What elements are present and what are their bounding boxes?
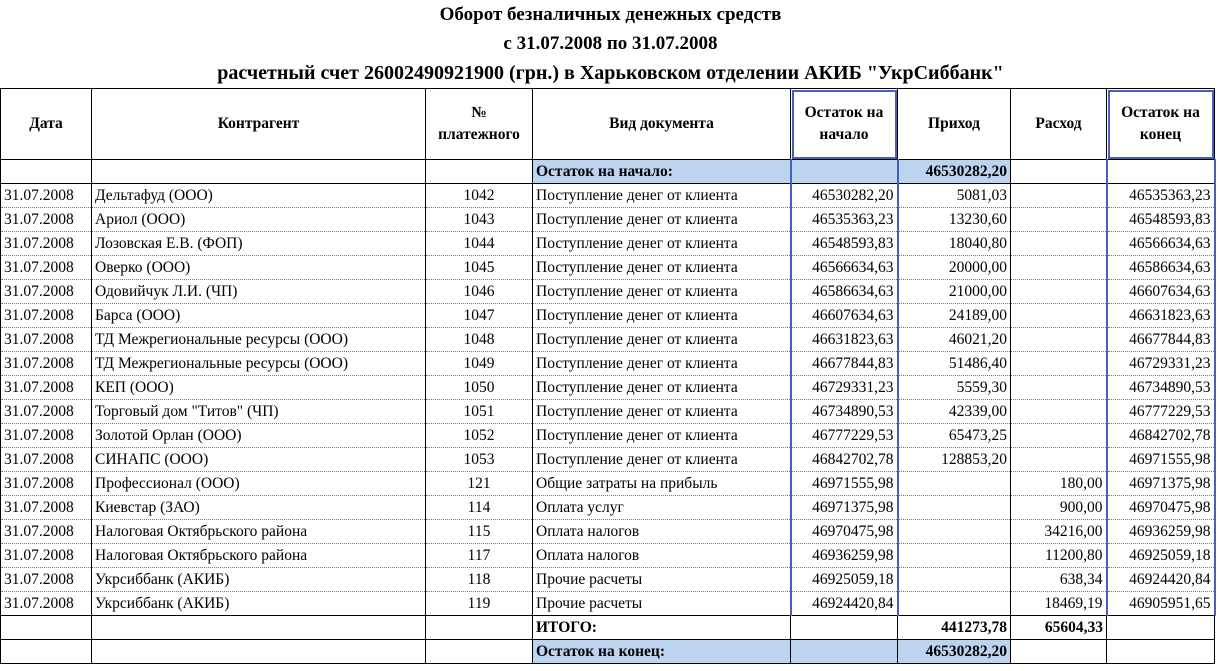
table-row xyxy=(1,520,1215,544)
header-income: Приход xyxy=(898,89,1011,160)
table-row xyxy=(1,352,1215,376)
cell-date: 31.07.2008 xyxy=(1,208,92,232)
cell-income xyxy=(898,472,1011,496)
cell-contractor: ТД Межрегиональные ресурсы (ООО) xyxy=(92,352,426,376)
cell-contractor: Торговый дом "Титов" (ЧП) xyxy=(92,400,426,424)
cell-doc-no: 1051 xyxy=(426,400,533,424)
cell-end-balance: 46607634,63 xyxy=(1107,280,1215,304)
cell-doc-type: Поступление денег от клиента xyxy=(533,376,791,400)
cell-doc-no: 121 xyxy=(426,472,533,496)
table-row xyxy=(1,376,1215,400)
table-row xyxy=(1,208,1215,232)
cell-contractor: Дельтафуд (ООО) xyxy=(92,184,426,208)
cell-start-balance: 46535363,23 xyxy=(791,208,898,232)
cell-expense: 638,34 xyxy=(1011,568,1107,592)
table-row xyxy=(1,328,1215,352)
cell-end-balance: 46566634,63 xyxy=(1107,232,1215,256)
cell-date: 31.07.2008 xyxy=(1,592,92,616)
cell-expense xyxy=(1011,280,1107,304)
cell-contractor: Ариол (ООО) xyxy=(92,208,426,232)
cell-doc-no: 119 xyxy=(426,592,533,616)
cell-income: 42339,00 xyxy=(898,400,1011,424)
cell-start-balance: 46936259,98 xyxy=(791,544,898,568)
cell-doc-type: Оплата услуг xyxy=(533,496,791,520)
cell-contractor: Киевстар (ЗАО) xyxy=(92,496,426,520)
cell-end-balance: 46734890,53 xyxy=(1107,376,1215,400)
cell-date: 31.07.2008 xyxy=(1,544,92,568)
cell-doc-type: Поступление денег от клиента xyxy=(533,424,791,448)
header-doc-type: Вид документа xyxy=(533,89,791,160)
cell-date: 31.07.2008 xyxy=(1,520,92,544)
cell-start-balance: 46729331,23 xyxy=(791,376,898,400)
cell-end-balance: 46777229,53 xyxy=(1107,400,1215,424)
cell-date: 31.07.2008 xyxy=(1,424,92,448)
cell-doc-no: 1050 xyxy=(426,376,533,400)
title-line-1: Оборот безналичных денежных средств xyxy=(439,4,782,25)
header-start-balance: Остаток на начало xyxy=(791,89,898,160)
cell-contractor: Профессионал (ООО) xyxy=(92,472,426,496)
cell-expense: 900,00 xyxy=(1011,496,1107,520)
totals-label: ИТОГО: xyxy=(533,616,791,640)
cell-date: 31.07.2008 xyxy=(1,184,92,208)
cell-doc-type: Поступление денег от клиента xyxy=(533,256,791,280)
cell-start-balance: 46924420,84 xyxy=(791,592,898,616)
cell-expense xyxy=(1011,376,1107,400)
cell-doc-type: Поступление денег от клиента xyxy=(533,328,791,352)
totals-expense: 65604,33 xyxy=(1011,616,1107,640)
cell-contractor: Лозовская Е.В. (ФОП) xyxy=(92,232,426,256)
cell-doc-type: Поступление денег от клиента xyxy=(533,184,791,208)
cell-end-balance: 46631823,63 xyxy=(1107,304,1215,328)
cell-start-balance: 46530282,20 xyxy=(791,184,898,208)
cell-doc-no: 1042 xyxy=(426,184,533,208)
cell-expense xyxy=(1011,232,1107,256)
cell-income: 20000,00 xyxy=(898,256,1011,280)
closing-balance-row xyxy=(1,640,1215,664)
cell-doc-no: 1047 xyxy=(426,304,533,328)
cell-doc-type: Поступление денег от клиента xyxy=(533,352,791,376)
cell-doc-no: 118 xyxy=(426,568,533,592)
cell-start-balance: 46970475,98 xyxy=(791,520,898,544)
cell-income xyxy=(898,592,1011,616)
cell-doc-no: 1046 xyxy=(426,280,533,304)
cell-expense: 34216,00 xyxy=(1011,520,1107,544)
cell-date: 31.07.2008 xyxy=(1,304,92,328)
cell-start-balance: 46607634,63 xyxy=(791,304,898,328)
cell-contractor: СИНАПС (ООО) xyxy=(92,448,426,472)
table-row xyxy=(1,184,1215,208)
cell-expense xyxy=(1011,208,1107,232)
cell-doc-type: Поступление денег от клиента xyxy=(533,304,791,328)
cell-doc-type: Прочие расчеты xyxy=(533,592,791,616)
cell-start-balance: 46677844,83 xyxy=(791,352,898,376)
cell-end-balance: 46936259,98 xyxy=(1107,520,1215,544)
cell-income xyxy=(898,544,1011,568)
cell-date: 31.07.2008 xyxy=(1,400,92,424)
cell-expense xyxy=(1011,448,1107,472)
cell-doc-type: Поступление денег от клиента xyxy=(533,280,791,304)
cell-contractor: Налоговая Октябрьского района xyxy=(92,544,426,568)
cell-doc-type: Оплата налогов xyxy=(533,544,791,568)
header-expense: Расход xyxy=(1011,89,1107,160)
table-row xyxy=(1,424,1215,448)
cell-doc-type: Оплата налогов xyxy=(533,520,791,544)
cell-start-balance: 46971555,98 xyxy=(791,472,898,496)
cell-income xyxy=(898,520,1011,544)
cell-income: 13230,60 xyxy=(898,208,1011,232)
header-end-balance: Остаток на конец xyxy=(1107,89,1215,160)
cell-date: 31.07.2008 xyxy=(1,280,92,304)
cell-contractor: ТД Межрегиональные ресурсы (ООО) xyxy=(92,328,426,352)
cell-contractor: Налоговая Октябрьского района xyxy=(92,520,426,544)
totals-income: 441273,78 xyxy=(898,616,1011,640)
cell-date: 31.07.2008 xyxy=(1,376,92,400)
cell-start-balance: 46631823,63 xyxy=(791,328,898,352)
table-row xyxy=(1,568,1215,592)
cell-income xyxy=(898,568,1011,592)
cell-contractor: Оверко (ООО) xyxy=(92,256,426,280)
header-row xyxy=(1,89,1215,160)
cell-end-balance: 46970475,98 xyxy=(1107,496,1215,520)
cell-contractor: Укрсиббанк (АКИБ) xyxy=(92,568,426,592)
cell-end-balance: 46548593,83 xyxy=(1107,208,1215,232)
table-row xyxy=(1,496,1215,520)
cell-date: 31.07.2008 xyxy=(1,232,92,256)
table-row xyxy=(1,592,1215,616)
header-contractor: Контрагент xyxy=(92,89,426,160)
cell-expense xyxy=(1011,184,1107,208)
cell-start-balance: 46548593,83 xyxy=(791,232,898,256)
cell-income: 65473,25 xyxy=(898,424,1011,448)
cell-date: 31.07.2008 xyxy=(1,328,92,352)
cell-contractor: Золотой Орлан (ООО) xyxy=(92,424,426,448)
table-row xyxy=(1,280,1215,304)
cell-doc-no: 1048 xyxy=(426,328,533,352)
header-date: Дата xyxy=(1,89,92,160)
cell-contractor: КЕП (ООО) xyxy=(92,376,426,400)
cell-doc-no: 115 xyxy=(426,520,533,544)
cell-expense: 18469,19 xyxy=(1011,592,1107,616)
cell-expense xyxy=(1011,328,1107,352)
totals-row xyxy=(1,616,1215,640)
cell-start-balance: 46842702,78 xyxy=(791,448,898,472)
opening-value: 46530282,20 xyxy=(898,160,1011,184)
cell-expense xyxy=(1011,400,1107,424)
cell-income: 46021,20 xyxy=(898,328,1011,352)
cell-end-balance: 46971375,98 xyxy=(1107,472,1215,496)
cell-end-balance: 46729331,23 xyxy=(1107,352,1215,376)
cell-start-balance: 46566634,63 xyxy=(791,256,898,280)
cell-doc-type: Поступление денег от клиента xyxy=(533,448,791,472)
cell-income: 128853,20 xyxy=(898,448,1011,472)
cell-start-balance: 46586634,63 xyxy=(791,280,898,304)
cell-start-balance: 46734890,53 xyxy=(791,400,898,424)
cell-doc-type: Поступление денег от клиента xyxy=(533,400,791,424)
cell-end-balance: 46905951,65 xyxy=(1107,592,1215,616)
cell-expense xyxy=(1011,304,1107,328)
cell-doc-no: 1053 xyxy=(426,448,533,472)
cell-date: 31.07.2008 xyxy=(1,448,92,472)
cell-date: 31.07.2008 xyxy=(1,256,92,280)
cell-end-balance: 46925059,18 xyxy=(1107,544,1215,568)
cell-start-balance: 46971375,98 xyxy=(791,496,898,520)
report-title xyxy=(0,0,1221,87)
cell-doc-no: 117 xyxy=(426,544,533,568)
cell-expense xyxy=(1011,424,1107,448)
cell-doc-no: 1045 xyxy=(426,256,533,280)
title-line-2: с 31.07.2008 по 31.07.2008 xyxy=(503,33,718,54)
turnover-table xyxy=(0,88,1216,664)
closing-label: Остаток на конец: xyxy=(533,640,791,664)
table-row xyxy=(1,544,1215,568)
cell-doc-no: 1043 xyxy=(426,208,533,232)
cell-expense xyxy=(1011,352,1107,376)
table-row xyxy=(1,472,1215,496)
cell-doc-type: Прочие расчеты xyxy=(533,568,791,592)
table-row xyxy=(1,232,1215,256)
cell-doc-no: 1049 xyxy=(426,352,533,376)
table-footer xyxy=(1,616,1215,664)
cell-end-balance: 46677844,83 xyxy=(1107,328,1215,352)
cell-income: 5559,30 xyxy=(898,376,1011,400)
table-row xyxy=(1,256,1215,280)
cell-expense xyxy=(1011,256,1107,280)
cell-start-balance: 46925059,18 xyxy=(791,568,898,592)
cell-expense: 11200,80 xyxy=(1011,544,1107,568)
cell-date: 31.07.2008 xyxy=(1,496,92,520)
cell-doc-no: 1052 xyxy=(426,424,533,448)
cell-income: 24189,00 xyxy=(898,304,1011,328)
table-row xyxy=(1,304,1215,328)
cell-contractor: Барса (ООО) xyxy=(92,304,426,328)
cell-income: 51486,40 xyxy=(898,352,1011,376)
header-doc-no: № платежного xyxy=(426,89,533,160)
opening-balance-row xyxy=(1,160,1215,184)
cell-doc-type: Общие затраты на прибыль xyxy=(533,472,791,496)
cell-doc-no: 114 xyxy=(426,496,533,520)
cell-contractor: Одовийчук Л.И. (ЧП) xyxy=(92,280,426,304)
cell-date: 31.07.2008 xyxy=(1,568,92,592)
table-row xyxy=(1,400,1215,424)
cell-end-balance: 46924420,84 xyxy=(1107,568,1215,592)
closing-value: 46530282,20 xyxy=(898,640,1011,664)
cell-end-balance: 46971555,98 xyxy=(1107,448,1215,472)
cell-doc-type: Поступление денег от клиента xyxy=(533,208,791,232)
cell-end-balance: 46586634,63 xyxy=(1107,256,1215,280)
cell-end-balance: 46842702,78 xyxy=(1107,424,1215,448)
cell-income xyxy=(898,496,1011,520)
opening-label: Остаток на начало: xyxy=(533,160,791,184)
cell-end-balance: 46535363,23 xyxy=(1107,184,1215,208)
cell-contractor: Укрсиббанк (АКИБ) xyxy=(92,592,426,616)
table-body xyxy=(1,160,1215,616)
cell-date: 31.07.2008 xyxy=(1,352,92,376)
cell-start-balance: 46777229,53 xyxy=(791,424,898,448)
cell-income: 18040,80 xyxy=(898,232,1011,256)
cell-income: 21000,00 xyxy=(898,280,1011,304)
cell-doc-type: Поступление денег от клиента xyxy=(533,232,791,256)
table-row xyxy=(1,448,1215,472)
cell-income: 5081,03 xyxy=(898,184,1011,208)
cell-doc-no: 1044 xyxy=(426,232,533,256)
title-line-3: расчетный счет 26002490921900 (грн.) в Харьковском отделении АКИБ "УкрСиббанк" xyxy=(217,62,1004,84)
cell-date: 31.07.2008 xyxy=(1,472,92,496)
cell-expense: 180,00 xyxy=(1011,472,1107,496)
